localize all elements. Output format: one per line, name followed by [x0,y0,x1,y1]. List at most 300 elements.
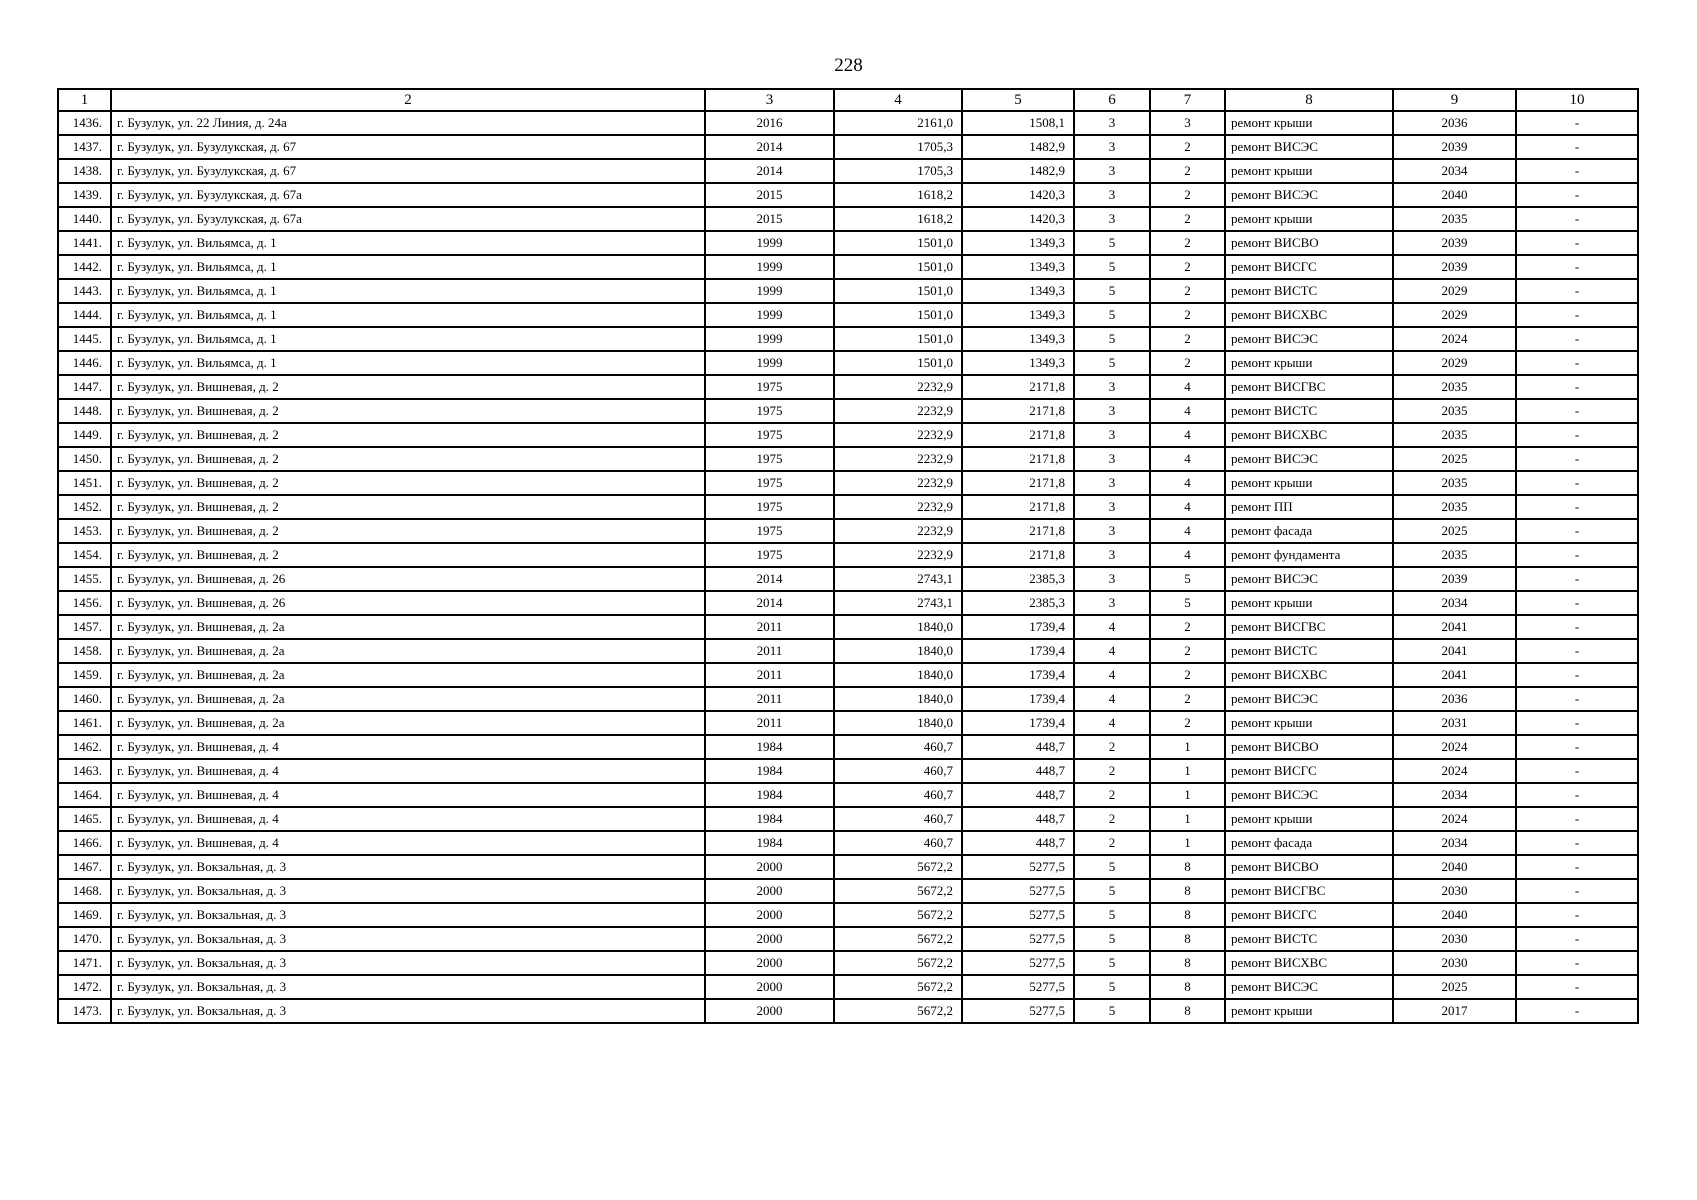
entrances-cell: 2 [1150,303,1225,327]
build-year-cell: 1975 [705,447,834,471]
living-area-cell: 1508,1 [962,111,1074,135]
planned-year-cell: 2035 [1393,495,1516,519]
work-type-cell: ремонт ВИСГС [1225,255,1393,279]
address-cell: г. Бузулук, ул. Бузулукская, д. 67а [111,207,705,231]
entrances-cell: 8 [1150,855,1225,879]
floors-cell: 3 [1074,567,1150,591]
address-cell: г. Бузулук, ул. Вильямса, д. 1 [111,327,705,351]
table-row [58,495,1638,519]
note-cell: - [1516,807,1638,831]
living-area-cell: 5277,5 [962,903,1074,927]
living-area-cell: 448,7 [962,783,1074,807]
floors-cell: 4 [1074,615,1150,639]
row-number: 1439. [58,183,111,207]
total-area-cell: 5672,2 [834,975,962,999]
note-cell: - [1516,855,1638,879]
table-row [58,735,1638,759]
planned-year-cell: 2036 [1393,111,1516,135]
row-number: 1463. [58,759,111,783]
build-year-cell: 1999 [705,231,834,255]
total-area-cell: 460,7 [834,759,962,783]
build-year-cell: 2015 [705,207,834,231]
column-header: 5 [962,89,1074,111]
planned-year-cell: 2030 [1393,951,1516,975]
build-year-cell: 2011 [705,711,834,735]
table-row [58,351,1638,375]
table-row [58,831,1638,855]
living-area-cell: 1349,3 [962,327,1074,351]
work-type-cell: ремонт ВИСГС [1225,903,1393,927]
build-year-cell: 2014 [705,591,834,615]
planned-year-cell: 2030 [1393,927,1516,951]
living-area-cell: 5277,5 [962,879,1074,903]
floors-cell: 3 [1074,495,1150,519]
table-row [58,231,1638,255]
entrances-cell: 1 [1150,831,1225,855]
build-year-cell: 2014 [705,567,834,591]
total-area-cell: 5672,2 [834,951,962,975]
floors-cell: 3 [1074,591,1150,615]
work-type-cell: ремонт ВИСГВС [1225,879,1393,903]
note-cell: - [1516,423,1638,447]
table-row [58,783,1638,807]
floors-cell: 3 [1074,519,1150,543]
total-area-cell: 2232,9 [834,543,962,567]
address-cell: г. Бузулук, ул. Бузулукская, д. 67 [111,135,705,159]
row-number: 1468. [58,879,111,903]
planned-year-cell: 2029 [1393,303,1516,327]
address-cell: г. Бузулук, ул. Вокзальная, д. 3 [111,903,705,927]
living-area-cell: 1739,4 [962,615,1074,639]
build-year-cell: 2000 [705,999,834,1023]
note-cell: - [1516,447,1638,471]
build-year-cell: 1999 [705,255,834,279]
living-area-cell: 448,7 [962,831,1074,855]
living-area-cell: 5277,5 [962,855,1074,879]
row-number: 1464. [58,783,111,807]
row-number: 1455. [58,567,111,591]
note-cell: - [1516,495,1638,519]
table-body [58,111,1638,1023]
column-header: 6 [1074,89,1150,111]
table-row [58,999,1638,1023]
table-row [58,639,1638,663]
build-year-cell: 2016 [705,111,834,135]
total-area-cell: 2232,9 [834,423,962,447]
row-number: 1450. [58,447,111,471]
address-cell: г. Бузулук, ул. Вишневая, д. 2 [111,519,705,543]
table-row [58,207,1638,231]
total-area-cell: 1840,0 [834,615,962,639]
living-area-cell: 1739,4 [962,639,1074,663]
column-header: 2 [111,89,705,111]
build-year-cell: 1975 [705,471,834,495]
row-number: 1456. [58,591,111,615]
entrances-cell: 2 [1150,255,1225,279]
note-cell: - [1516,615,1638,639]
planned-year-cell: 2041 [1393,663,1516,687]
row-number: 1460. [58,687,111,711]
address-cell: г. Бузулук, ул. Вишневая, д. 4 [111,783,705,807]
address-cell: г. Бузулук, ул. Вильямса, д. 1 [111,255,705,279]
living-area-cell: 1482,9 [962,159,1074,183]
floors-cell: 3 [1074,471,1150,495]
row-number: 1473. [58,999,111,1023]
entrances-cell: 4 [1150,519,1225,543]
work-type-cell: ремонт ВИСГВС [1225,615,1393,639]
table-row [58,375,1638,399]
table-row [58,135,1638,159]
column-header: 7 [1150,89,1225,111]
work-type-cell: ремонт ВИСЭС [1225,135,1393,159]
total-area-cell: 2232,9 [834,375,962,399]
row-number: 1441. [58,231,111,255]
entrances-cell: 4 [1150,543,1225,567]
table-row [58,159,1638,183]
total-area-cell: 5672,2 [834,999,962,1023]
build-year-cell: 2014 [705,135,834,159]
row-number: 1454. [58,543,111,567]
repair-schedule-table [57,88,1639,1024]
table-row [58,255,1638,279]
work-type-cell: ремонт крыши [1225,999,1393,1023]
entrances-cell: 8 [1150,951,1225,975]
total-area-cell: 1501,0 [834,303,962,327]
build-year-cell: 2000 [705,927,834,951]
column-header: 8 [1225,89,1393,111]
note-cell: - [1516,519,1638,543]
entrances-cell: 2 [1150,327,1225,351]
build-year-cell: 1999 [705,327,834,351]
build-year-cell: 1984 [705,783,834,807]
row-number: 1440. [58,207,111,231]
work-type-cell: ремонт ВИСХВС [1225,663,1393,687]
table-row [58,567,1638,591]
living-area-cell: 2385,3 [962,567,1074,591]
address-cell: г. Бузулук, ул. Вокзальная, д. 3 [111,999,705,1023]
table-row [58,615,1638,639]
note-cell: - [1516,591,1638,615]
total-area-cell: 1705,3 [834,135,962,159]
floors-cell: 3 [1074,135,1150,159]
planned-year-cell: 2035 [1393,423,1516,447]
row-number: 1469. [58,903,111,927]
work-type-cell: ремонт крыши [1225,207,1393,231]
build-year-cell: 2011 [705,639,834,663]
entrances-cell: 2 [1150,351,1225,375]
row-number: 1462. [58,735,111,759]
floors-cell: 4 [1074,687,1150,711]
planned-year-cell: 2024 [1393,807,1516,831]
living-area-cell: 2171,8 [962,375,1074,399]
total-area-cell: 1501,0 [834,351,962,375]
entrances-cell: 8 [1150,999,1225,1023]
work-type-cell: ремонт ВИСЭС [1225,567,1393,591]
row-number: 1449. [58,423,111,447]
living-area-cell: 2171,8 [962,495,1074,519]
table-row [58,111,1638,135]
work-type-cell: ремонт крыши [1225,591,1393,615]
total-area-cell: 5672,2 [834,879,962,903]
table-row [58,879,1638,903]
build-year-cell: 2000 [705,879,834,903]
living-area-cell: 2171,8 [962,399,1074,423]
work-type-cell: ремонт крыши [1225,711,1393,735]
entrances-cell: 4 [1150,399,1225,423]
living-area-cell: 448,7 [962,759,1074,783]
living-area-cell: 1349,3 [962,279,1074,303]
build-year-cell: 1984 [705,807,834,831]
note-cell: - [1516,903,1638,927]
row-number: 1438. [58,159,111,183]
total-area-cell: 1705,3 [834,159,962,183]
planned-year-cell: 2029 [1393,351,1516,375]
entrances-cell: 8 [1150,927,1225,951]
table-row [58,543,1638,567]
note-cell: - [1516,951,1638,975]
build-year-cell: 1984 [705,831,834,855]
address-cell: г. Бузулук, ул. Бузулукская, д. 67а [111,183,705,207]
entrances-cell: 2 [1150,615,1225,639]
build-year-cell: 1975 [705,543,834,567]
entrances-cell: 2 [1150,159,1225,183]
living-area-cell: 1349,3 [962,303,1074,327]
planned-year-cell: 2034 [1393,831,1516,855]
work-type-cell: ремонт ВИСВО [1225,735,1393,759]
address-cell: г. Бузулук, ул. Вишневая, д. 2а [111,687,705,711]
build-year-cell: 1999 [705,351,834,375]
work-type-cell: ремонт ВИСЭС [1225,975,1393,999]
total-area-cell: 460,7 [834,783,962,807]
floors-cell: 5 [1074,927,1150,951]
floors-cell: 5 [1074,903,1150,927]
living-area-cell: 1420,3 [962,183,1074,207]
planned-year-cell: 2039 [1393,255,1516,279]
entrances-cell: 4 [1150,471,1225,495]
floors-cell: 3 [1074,207,1150,231]
table-row [58,279,1638,303]
living-area-cell: 2171,8 [962,519,1074,543]
table-row [58,471,1638,495]
build-year-cell: 1999 [705,279,834,303]
floors-cell: 3 [1074,399,1150,423]
build-year-cell: 2000 [705,951,834,975]
living-area-cell: 1420,3 [962,207,1074,231]
living-area-cell: 1349,3 [962,255,1074,279]
entrances-cell: 1 [1150,759,1225,783]
address-cell: г. Бузулук, ул. Вокзальная, д. 3 [111,927,705,951]
planned-year-cell: 2035 [1393,543,1516,567]
planned-year-cell: 2024 [1393,759,1516,783]
floors-cell: 2 [1074,831,1150,855]
total-area-cell: 1618,2 [834,207,962,231]
page-number: 228 [834,55,863,76]
entrances-cell: 1 [1150,735,1225,759]
floors-cell: 2 [1074,735,1150,759]
note-cell: - [1516,351,1638,375]
planned-year-cell: 2039 [1393,231,1516,255]
planned-year-cell: 2034 [1393,783,1516,807]
planned-year-cell: 2031 [1393,711,1516,735]
note-cell: - [1516,327,1638,351]
living-area-cell: 2171,8 [962,423,1074,447]
build-year-cell: 2000 [705,975,834,999]
living-area-cell: 1739,4 [962,711,1074,735]
entrances-cell: 2 [1150,279,1225,303]
total-area-cell: 2232,9 [834,471,962,495]
row-number: 1465. [58,807,111,831]
column-header: 10 [1516,89,1638,111]
living-area-cell: 2171,8 [962,447,1074,471]
address-cell: г. Бузулук, ул. Вишневая, д. 2 [111,423,705,447]
living-area-cell: 1739,4 [962,687,1074,711]
note-cell: - [1516,231,1638,255]
table-row [58,951,1638,975]
row-number: 1472. [58,975,111,999]
note-cell: - [1516,663,1638,687]
total-area-cell: 2161,0 [834,111,962,135]
address-cell: г. Бузулук, ул. Вишневая, д. 2а [111,663,705,687]
living-area-cell: 2171,8 [962,543,1074,567]
living-area-cell: 1349,3 [962,231,1074,255]
column-header: 3 [705,89,834,111]
table-row [58,855,1638,879]
note-cell: - [1516,927,1638,951]
total-area-cell: 5672,2 [834,855,962,879]
table-row [58,327,1638,351]
entrances-cell: 2 [1150,135,1225,159]
column-header: 9 [1393,89,1516,111]
total-area-cell: 5672,2 [834,903,962,927]
work-type-cell: ремонт ВИСХВС [1225,951,1393,975]
floors-cell: 3 [1074,183,1150,207]
address-cell: г. Бузулук, ул. Вокзальная, д. 3 [111,855,705,879]
floors-cell: 5 [1074,231,1150,255]
work-type-cell: ремонт фасада [1225,519,1393,543]
planned-year-cell: 2035 [1393,399,1516,423]
planned-year-cell: 2040 [1393,855,1516,879]
entrances-cell: 2 [1150,687,1225,711]
address-cell: г. Бузулук, ул. Вишневая, д. 2 [111,543,705,567]
floors-cell: 3 [1074,447,1150,471]
work-type-cell: ремонт ВИСТС [1225,639,1393,663]
planned-year-cell: 2036 [1393,687,1516,711]
floors-cell: 5 [1074,879,1150,903]
note-cell: - [1516,543,1638,567]
total-area-cell: 2743,1 [834,591,962,615]
total-area-cell: 1501,0 [834,255,962,279]
living-area-cell: 1349,3 [962,351,1074,375]
floors-cell: 5 [1074,279,1150,303]
address-cell: г. Бузулук, ул. Вишневая, д. 4 [111,831,705,855]
address-cell: г. Бузулук, ул. Вишневая, д. 4 [111,735,705,759]
total-area-cell: 1501,0 [834,327,962,351]
table-row [58,687,1638,711]
note-cell: - [1516,399,1638,423]
table-row [58,183,1638,207]
row-number: 1447. [58,375,111,399]
floors-cell: 5 [1074,951,1150,975]
build-year-cell: 1999 [705,303,834,327]
row-number: 1444. [58,303,111,327]
work-type-cell: ремонт ВИСГС [1225,759,1393,783]
build-year-cell: 2000 [705,855,834,879]
total-area-cell: 2743,1 [834,567,962,591]
planned-year-cell: 2041 [1393,615,1516,639]
work-type-cell: ремонт фасада [1225,831,1393,855]
total-area-cell: 460,7 [834,807,962,831]
work-type-cell: ремонт ВИСЭС [1225,687,1393,711]
work-type-cell: ремонт крыши [1225,807,1393,831]
row-number: 1452. [58,495,111,519]
total-area-cell: 1840,0 [834,663,962,687]
note-cell: - [1516,831,1638,855]
note-cell: - [1516,687,1638,711]
planned-year-cell: 2025 [1393,975,1516,999]
total-area-cell: 2232,9 [834,447,962,471]
entrances-cell: 5 [1150,567,1225,591]
row-number: 1445. [58,327,111,351]
build-year-cell: 2000 [705,903,834,927]
total-area-cell: 1501,0 [834,231,962,255]
note-cell: - [1516,783,1638,807]
living-area-cell: 5277,5 [962,999,1074,1023]
build-year-cell: 2014 [705,159,834,183]
address-cell: г. Бузулук, ул. Вишневая, д. 26 [111,591,705,615]
entrances-cell: 1 [1150,807,1225,831]
table-row [58,759,1638,783]
floors-cell: 5 [1074,999,1150,1023]
row-number: 1446. [58,351,111,375]
note-cell: - [1516,207,1638,231]
build-year-cell: 2015 [705,183,834,207]
row-number: 1470. [58,927,111,951]
note-cell: - [1516,183,1638,207]
entrances-cell: 4 [1150,375,1225,399]
planned-year-cell: 2017 [1393,999,1516,1023]
floors-cell: 3 [1074,375,1150,399]
total-area-cell: 2232,9 [834,495,962,519]
note-cell: - [1516,639,1638,663]
floors-cell: 5 [1074,351,1150,375]
row-number: 1457. [58,615,111,639]
note-cell: - [1516,255,1638,279]
planned-year-cell: 2025 [1393,519,1516,543]
entrances-cell: 8 [1150,903,1225,927]
work-type-cell: ремонт ВИСЭС [1225,783,1393,807]
total-area-cell: 2232,9 [834,519,962,543]
work-type-cell: ремонт крыши [1225,351,1393,375]
floors-cell: 5 [1074,303,1150,327]
note-cell: - [1516,999,1638,1023]
floors-cell: 3 [1074,543,1150,567]
row-number: 1459. [58,663,111,687]
entrances-cell: 8 [1150,975,1225,999]
address-cell: г. Бузулук, ул. Вильямса, д. 1 [111,351,705,375]
address-cell: г. Бузулук, ул. Вишневая, д. 2а [111,639,705,663]
entrances-cell: 1 [1150,783,1225,807]
row-number: 1453. [58,519,111,543]
address-cell: г. Бузулук, ул. Вильямса, д. 1 [111,279,705,303]
table-row [58,903,1638,927]
work-type-cell: ремонт крыши [1225,111,1393,135]
row-number: 1467. [58,855,111,879]
address-cell: г. Бузулук, ул. Бузулукская, д. 67 [111,159,705,183]
table-row [58,519,1638,543]
address-cell: г. Бузулук, ул. Вокзальная, д. 3 [111,975,705,999]
address-cell: г. Бузулук, ул. Вишневая, д. 2 [111,399,705,423]
living-area-cell: 5277,5 [962,951,1074,975]
